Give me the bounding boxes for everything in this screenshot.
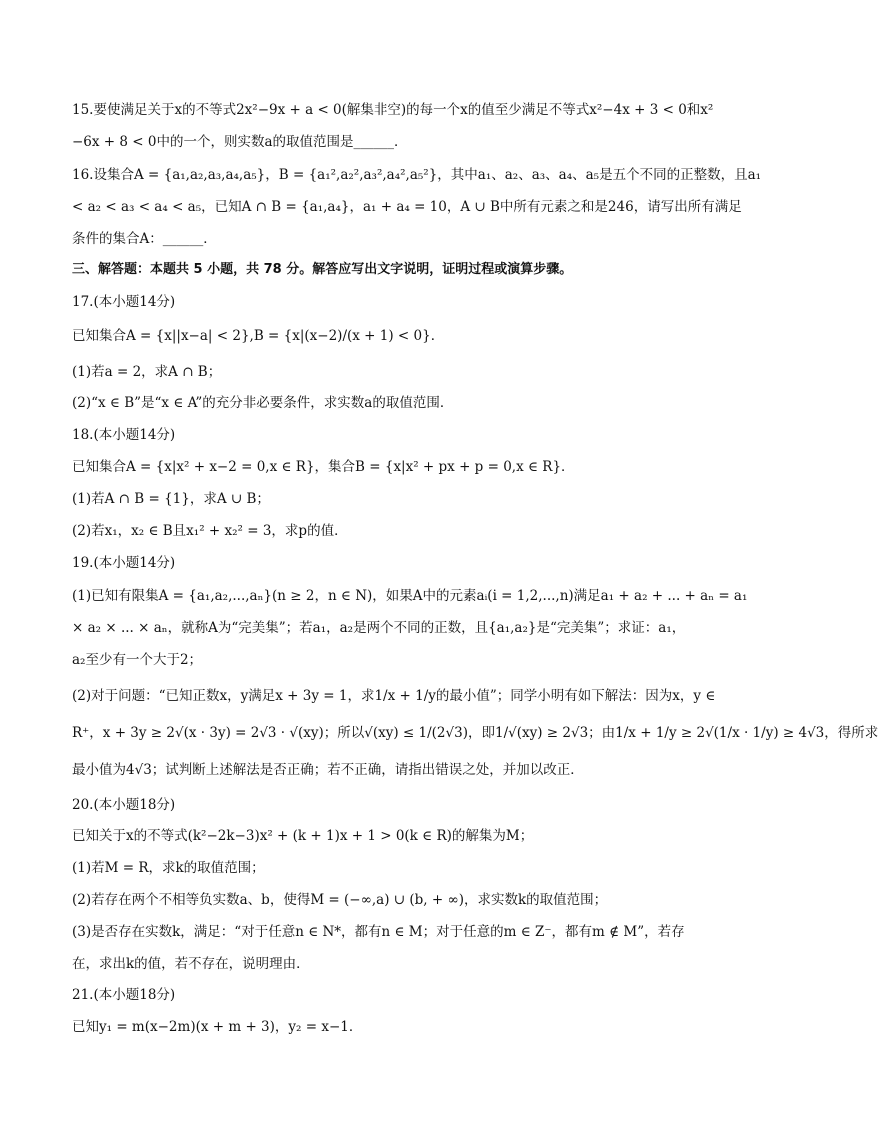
problem-18-part-1: (1)若A ∩ B = {1}，求A ∪ B； bbox=[72, 491, 270, 507]
problem-20-part-2: (2)若存在两个不相等负实数a、b，使得M = (−∞,a) ∪ (b, + ∞)，求实数k的取值范围； bbox=[72, 892, 608, 908]
problem-17-statement: 已知集合A = {x||x−a| < 2},B = {x|(x−2)/(x + 1) < 0}． bbox=[72, 328, 445, 344]
problem-20-part-1: (1)若M = R，求k的取值范围； bbox=[72, 860, 265, 876]
section-heading: 三、解答题：本题共 5 小题，共 78 分。解答应写出文字说明，证明过程或演算步骤。 bbox=[72, 262, 573, 277]
problem-19-part-1-line-2: × a₂ × ... × aₙ，就称A为“完美集”；若a₁，a₂是两个不同的正数，且{a₁,a₂}是“完美集”；求证：a₁， bbox=[72, 620, 686, 636]
problem-19-part-1-line-1: (1)已知有限集A = {a₁,a₂,...,aₙ}(n ≥ 2，n ∈ N)，如果A中的元素aᵢ(i = 1,2,...,n)满足a₁ + a₂ + ... + aₙ = a₁ bbox=[72, 588, 748, 604]
problem-19-part-2-line-1: (2)对于问题：“已知正数x，y满足x + 3y = 1，求1/x + 1/y的最小值”；同学小明有如下解法：因为x，y ∈ bbox=[72, 688, 716, 704]
problem-19-part-1-line-3: a₂至少有一个大于2； bbox=[72, 652, 203, 668]
problem-20-part-3-line-2: 在，求出k的值，若不存在，说明理由． bbox=[72, 956, 310, 972]
problem-20-heading: 20.(本小题18分) bbox=[72, 797, 176, 813]
problem-18-statement: 已知集合A = {x|x² + x−2 = 0,x ∈ R}，集合B = {x|x² + px + p = 0,x ∈ R}． bbox=[72, 459, 575, 475]
problem-17-part-1: (1)若a = 2，求A ∩ B； bbox=[72, 364, 222, 380]
problem-17-part-2: (2)“x ∈ B”是“x ∈ A”的充分非必要条件，求实数a的取值范围． bbox=[72, 395, 454, 411]
problem-21-statement: 已知y₁ = m(x−2m)(x + m + 3)，y₂ = x−1． bbox=[72, 1019, 363, 1035]
problem-18-part-2: (2)若x₁，x₂ ∈ B且x₁² + x₂² = 3，求p的值． bbox=[72, 523, 348, 539]
problem-16-line-1: 16.设集合A = {a₁,a₂,a₃,a₄,a₅}，B = {a₁²,a₂²,a₃²,a₄²,a₅²}，其中a₁、a₂、a₃、a₄、a₅是五个不同的正整数，且a₁ bbox=[72, 167, 762, 183]
problem-15-line-1: 15.要使满足关于x的不等式2x²−9x + a < 0(解集非空)的每一个x的值至少满足不等式x²−4x + 3 < 0和x² bbox=[72, 102, 714, 118]
problem-21-heading: 21.(本小题18分) bbox=[72, 987, 176, 1003]
problem-17-heading: 17.(本小题14分) bbox=[72, 294, 176, 310]
problem-18-heading: 18.(本小题14分) bbox=[72, 427, 176, 443]
problem-15-line-2: −6x + 8 < 0中的一个，则实数a的取值范围是______． bbox=[72, 134, 408, 150]
problem-16-line-3: 条件的集合A：______． bbox=[72, 231, 217, 247]
problem-20-statement: 已知关于x的不等式(k²−2k−3)x² + (k + 1)x + 1 > 0(k ∈ R)的解集为M； bbox=[72, 828, 534, 844]
problem-19-part-2-line-2: R⁺，x + 3y ≥ 2√(x · 3y) = 2√3 · √(xy)；所以√(xy) ≤ 1/(2√3)，即1/√(xy) ≥ 2√3；由1/x + 1/y ≥ 2√(1/x · 1/y) ≥ 4√3，得所求 bbox=[72, 725, 878, 741]
problem-16-line-2: < a₂ < a₃ < a₄ < a₅，已知A ∩ B = {a₁,a₄}，a₁ + a₄ = 10，A ∪ B中所有元素之和是246，请写出所有满足 bbox=[72, 199, 742, 215]
problem-19-heading: 19.(本小题14分) bbox=[72, 555, 176, 571]
problem-20-part-3-line-1: (3)是否存在实数k，满足：“对于任意n ∈ N*，都有n ∈ M；对于任意的m ∈ Z⁻，都有m ∉ M”，若存 bbox=[72, 924, 685, 940]
problem-19-part-2-line-3: 最小值为4√3；试判断上述解法是否正确；若不正确，请指出错误之处，并加以改正． bbox=[72, 762, 584, 778]
